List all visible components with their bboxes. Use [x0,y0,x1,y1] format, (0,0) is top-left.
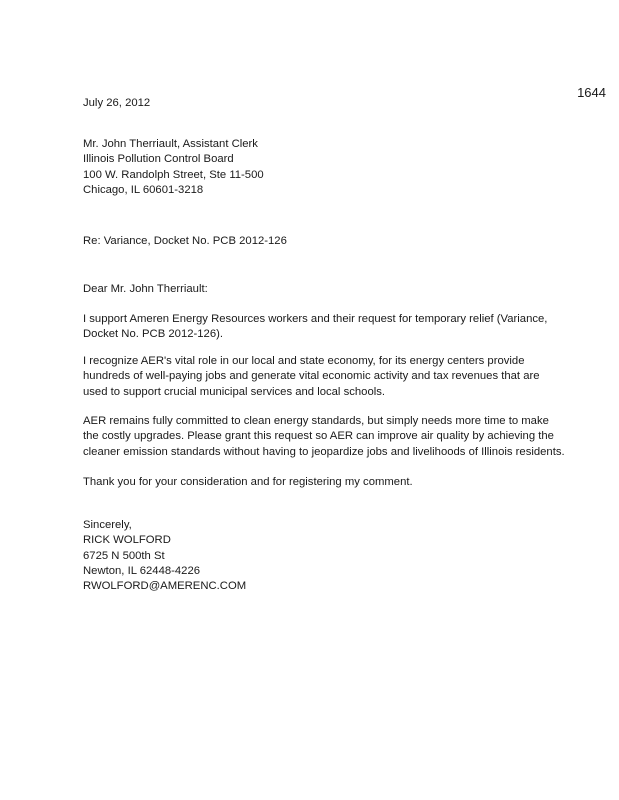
letter-date: July 26, 2012 [83,97,151,109]
sender-street: 6725 N 500th St [83,549,165,562]
paragraph-line: Docket No. PCB 2012-126). [83,328,224,341]
paragraph-line: used to support crucial municipal services and local schools. [83,385,386,398]
recipient-name-line: Mr. John Therriault, Assistant Clerk [83,138,258,150]
paragraph-line: Thank you for your consideration and for registering my comment. [83,476,413,488]
subject-line: Re: Variance, Docket No. PCB 2012-126 [83,235,287,247]
body-paragraph-1 [83,312,563,343]
recipient-organization-line: Illinois Pollution Control Board [83,153,234,166]
paragraph-line: I recognize AER's vital role in our local and state economy, for its energy centers provide [83,355,525,367]
paragraph-line: the costly upgrades. Please grant this request so AER can improve air quality by achieving the [83,430,554,443]
salutation: Dear Mr. John Therriault: [83,283,208,295]
recipient-address [83,137,563,198]
body-paragraph-4 [83,475,563,490]
body-paragraph-3 [83,414,563,460]
recipient-city-line: Chicago, IL 60601-3218 [83,183,204,196]
paragraph-line: hundreds of well-paying jobs and generate vital economic activity and tax revenues that are [83,370,540,383]
sender-city: Newton, IL 62448-4226 [83,564,201,577]
signature-block [83,518,563,594]
paragraph-line: I support Ameren Energy Resources workers and their request for temporary relief (Variance, [83,313,548,325]
recipient-street-line: 100 W. Randolph Street, Ste 11-500 [83,168,264,181]
paragraph-line: AER remains fully committed to clean energy standards, but simply needs more time to make [83,415,549,427]
sender-name: RICK WOLFORD [83,534,171,547]
valediction: Sincerely, [83,519,132,531]
sender-email: RWOLFORD@AMERENC.COM [83,580,247,593]
body-paragraph-2 [83,354,563,400]
paragraph-line: cleaner emission standards without having to jeopardize jobs and livelihoods of Illinois residents. [83,445,565,458]
page-number: 1644 [577,85,606,100]
